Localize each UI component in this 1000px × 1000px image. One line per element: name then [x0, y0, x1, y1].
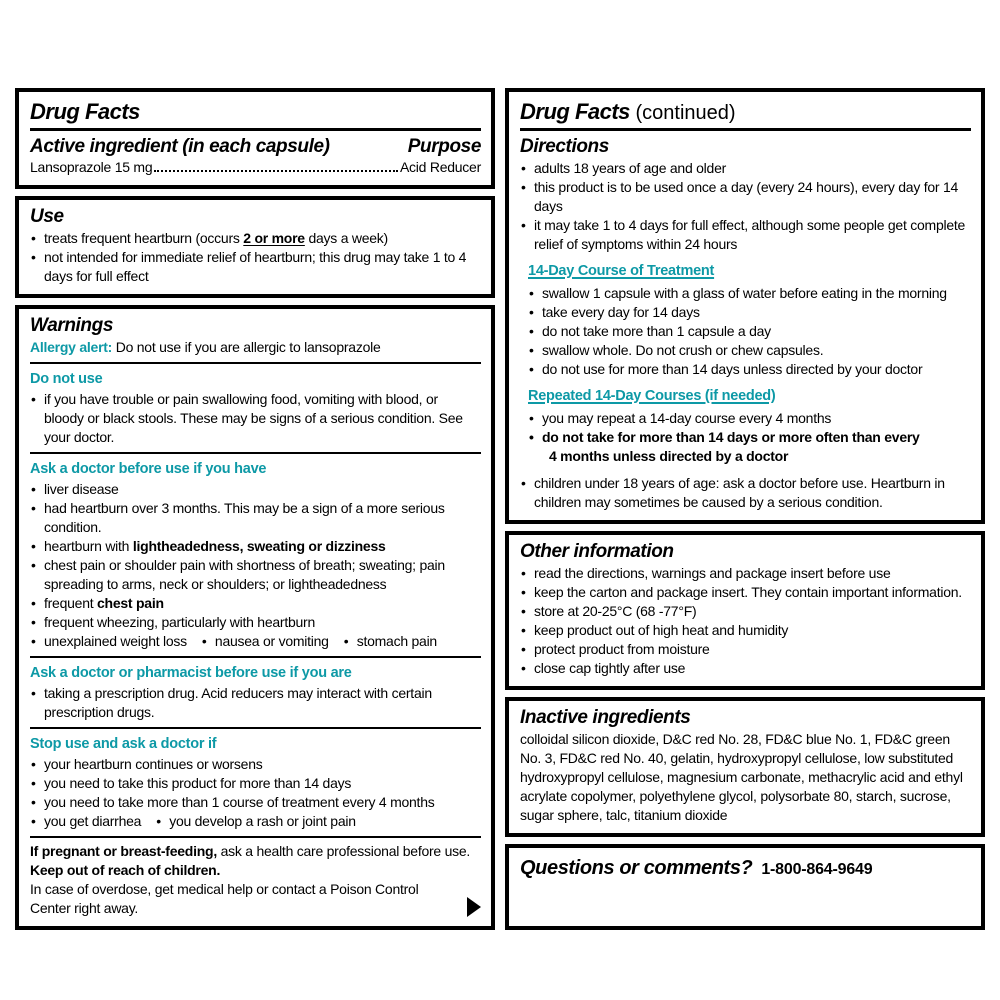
questions-heading: Questions or comments?	[520, 857, 753, 879]
left-column	[15, 88, 495, 930]
pregnant-text: ask a health care professional before use.	[216, 843, 471, 859]
bullet-item: • it may take 1 to 4 days for full effect, although some people get complete relief of symptoms within 24 hours	[520, 216, 971, 254]
purpose-heading: Purpose	[407, 136, 481, 157]
bullet-item: • had heartburn over 3 months. This may be a sign of a more serious condition.	[30, 499, 481, 537]
bullet-item: • keep product out of high heat and humidity	[520, 621, 971, 640]
stop-use-inline-bullets	[30, 812, 481, 831]
pregnant-bold: If pregnant or breast-feeding,	[30, 843, 217, 859]
bullet-item: • do not take more than 1 capsule a day	[528, 322, 971, 341]
inactive-ingredients-heading: Inactive ingredients	[520, 707, 691, 728]
bullet-item: • taking a prescription drug. Acid reducers may interact with certain prescription drugs.	[30, 684, 481, 722]
bullet-item: • chest pain or shoulder pain with shortness of breath; sweating; pain spreading to arms, neck or shoulders; or lightheadedness	[30, 556, 481, 594]
drug-facts-title: Drug Facts	[30, 99, 140, 124]
bullet-item: • you get diarrhea	[30, 812, 141, 831]
drug-facts-continued-title	[520, 96, 971, 127]
stop-use-bullets	[30, 755, 481, 812]
overdose-text: In case of overdose, get medical help or contact a Poison Control Center right away.	[30, 881, 419, 916]
use-b1-pre: treats frequent heartburn (occurs	[44, 230, 244, 246]
allergy-alert-label: Allergy alert:	[30, 339, 113, 355]
title-rule	[30, 128, 481, 131]
ask-doctor-b5-pre: frequent	[44, 595, 98, 611]
continued-arrow-icon	[467, 897, 481, 917]
bullet-item: • nausea or vomiting	[201, 632, 329, 651]
ask-doctor-bullets	[30, 480, 481, 632]
allergy-alert-line	[30, 338, 481, 357]
bullet-item: • you develop a rash or joint pain	[155, 812, 356, 831]
panel-other-information	[505, 531, 985, 690]
ingredient-purpose: Acid Reducer	[399, 159, 481, 175]
panel-use	[15, 196, 495, 298]
use-b1-bold: 2 or more	[243, 230, 305, 246]
repeat-b2-line2: 4 months unless directed by a doctor	[549, 448, 789, 464]
bullet-item	[528, 428, 971, 466]
bullet-item: • take every day for 14 days	[528, 303, 971, 322]
panel-title-active-ingredient	[15, 88, 495, 189]
section-divider	[30, 727, 481, 729]
children-bullet-list	[520, 474, 971, 512]
bullet-item: • swallow 1 capsule with a glass of water before eating in the morning	[528, 284, 971, 303]
bullet-item: • liver disease	[30, 480, 481, 499]
panel-warnings	[15, 305, 495, 930]
bullet-item: • you may repeat a 14-day course every 4 months	[528, 409, 971, 428]
bullet-item: • do not use for more than 14 days unless directed by your doctor	[528, 360, 971, 379]
bullet-item: • not intended for immediate relief of heartburn; this drug may take 1 to 4 days for full effect	[30, 248, 481, 286]
panel-inactive-ingredients	[505, 697, 985, 837]
other-information-bullets	[520, 564, 971, 678]
repeat-courses-heading: Repeated 14-Day Courses (if needed)	[528, 388, 776, 404]
bullet-item: • store at 20-25°C (68 -77°F)	[520, 602, 971, 621]
bullet-item: • your heartburn continues or worsens	[30, 755, 481, 774]
overdose-line	[30, 880, 481, 918]
bullet-item: • frequent wheezing, particularly with heartburn	[30, 613, 481, 632]
use-heading: Use	[30, 206, 64, 227]
questions-phone-number: 1-800-864-9649	[761, 861, 873, 878]
warnings-heading: Warnings	[30, 315, 114, 336]
use-bullets	[30, 229, 481, 286]
label-columns	[15, 88, 985, 930]
section-divider	[30, 362, 481, 364]
drug-facts-continued-suffix: (continued)	[629, 102, 736, 124]
allergy-alert-text: Do not use if you are allergic to lansoprazole	[112, 339, 381, 355]
ask-doctor-heading: Ask a doctor before use if you have	[30, 461, 267, 477]
section-divider	[30, 452, 481, 454]
bullet-item: • stomach pain	[343, 632, 437, 651]
questions-row	[520, 852, 971, 883]
panel-questions	[505, 844, 985, 930]
repeat-b2-line1: do not take for more than 14 days or more often than every	[542, 429, 920, 445]
pregnant-line	[30, 842, 481, 861]
leader-dots	[154, 161, 398, 172]
other-information-heading: Other information	[520, 541, 674, 562]
bullet-item: • adults 18 years of age and older	[520, 159, 971, 178]
keep-out-of-reach-line: Keep out of reach of children.	[30, 862, 221, 878]
bullet-item: • if you have trouble or pain swallowing food, vomiting with blood, or bloody or black stools. These may be signs of a serious condition. See your doctor.	[30, 390, 481, 447]
repeat-courses-bullets	[528, 409, 971, 466]
section-divider	[30, 656, 481, 658]
active-ingredient-heading: Active ingredient (in each capsule)	[30, 136, 330, 157]
use-b1-post: days a week)	[304, 230, 388, 246]
inactive-ingredients-text: colloidal silicon dioxide, D&C red No. 28, FD&C blue No. 1, FD&C green No. 3, FD&C red No. 40, gelatin, hydroxypropyl cellulose, low substituted hydroxypropyl cellulose, magnesium carbonate, methacrylic acid and ethyl acrylate copolymer, polyethylene glycol, polysorbate 80, starch, sucrose, sugar sphere, talc, titanium dioxide	[520, 731, 963, 823]
drug-facts-continued-bold: Drug Facts	[520, 99, 630, 124]
bullet-item: • swallow whole. Do not crush or chew capsules.	[528, 341, 971, 360]
title-rule	[520, 128, 971, 131]
bullet-item	[30, 537, 481, 556]
do-not-use-heading: Do not use	[30, 371, 103, 387]
active-ingredient-header-row	[30, 134, 481, 159]
ingredient-name: Lansoprazole 15 mg	[30, 159, 153, 175]
directions-bullets	[520, 159, 971, 254]
bullet-item: • children under 18 years of age: ask a doctor before use. Heartburn in children may sometimes be caused by a serious condition.	[520, 474, 971, 512]
bullet-item: • this product is to be used once a day (every 24 hours), every day for 14 days	[520, 178, 971, 216]
course-bullets	[528, 284, 971, 379]
directions-heading: Directions	[520, 136, 609, 157]
section-divider	[30, 836, 481, 838]
ask-doctor-b3-pre: heartburn with	[44, 538, 133, 554]
ask-doctor-inline-bullets	[30, 632, 481, 651]
bullet-item: • protect product from moisture	[520, 640, 971, 659]
ask-doctor-b5-bold: chest pain	[97, 595, 164, 611]
ask-doctor-b3-bold: lightheadedness, sweating or dizziness	[132, 538, 386, 554]
bullet-item: • you need to take this product for more than 14 days	[30, 774, 481, 793]
ingredient-row	[30, 159, 481, 177]
bullet-item: • close cap tightly after use	[520, 659, 971, 678]
bullet-item	[30, 229, 481, 248]
ask-pharmacist-bullets	[30, 684, 481, 722]
bullet-item: • keep the carton and package insert. They contain important information.	[520, 583, 971, 602]
course-heading: 14-Day Course of Treatment	[528, 263, 715, 279]
bullet-item: • read the directions, warnings and package insert before use	[520, 564, 971, 583]
bullet-item: • unexplained weight loss	[30, 632, 187, 651]
stop-use-heading: Stop use and ask a doctor if	[30, 736, 217, 752]
do-not-use-bullets	[30, 390, 481, 447]
panel-directions	[505, 88, 985, 524]
right-column	[505, 88, 985, 930]
ask-pharmacist-heading: Ask a doctor or pharmacist before use if you are	[30, 665, 352, 681]
bullet-item	[30, 594, 481, 613]
bullet-item: • you need to take more than 1 course of treatment every 4 months	[30, 793, 481, 812]
